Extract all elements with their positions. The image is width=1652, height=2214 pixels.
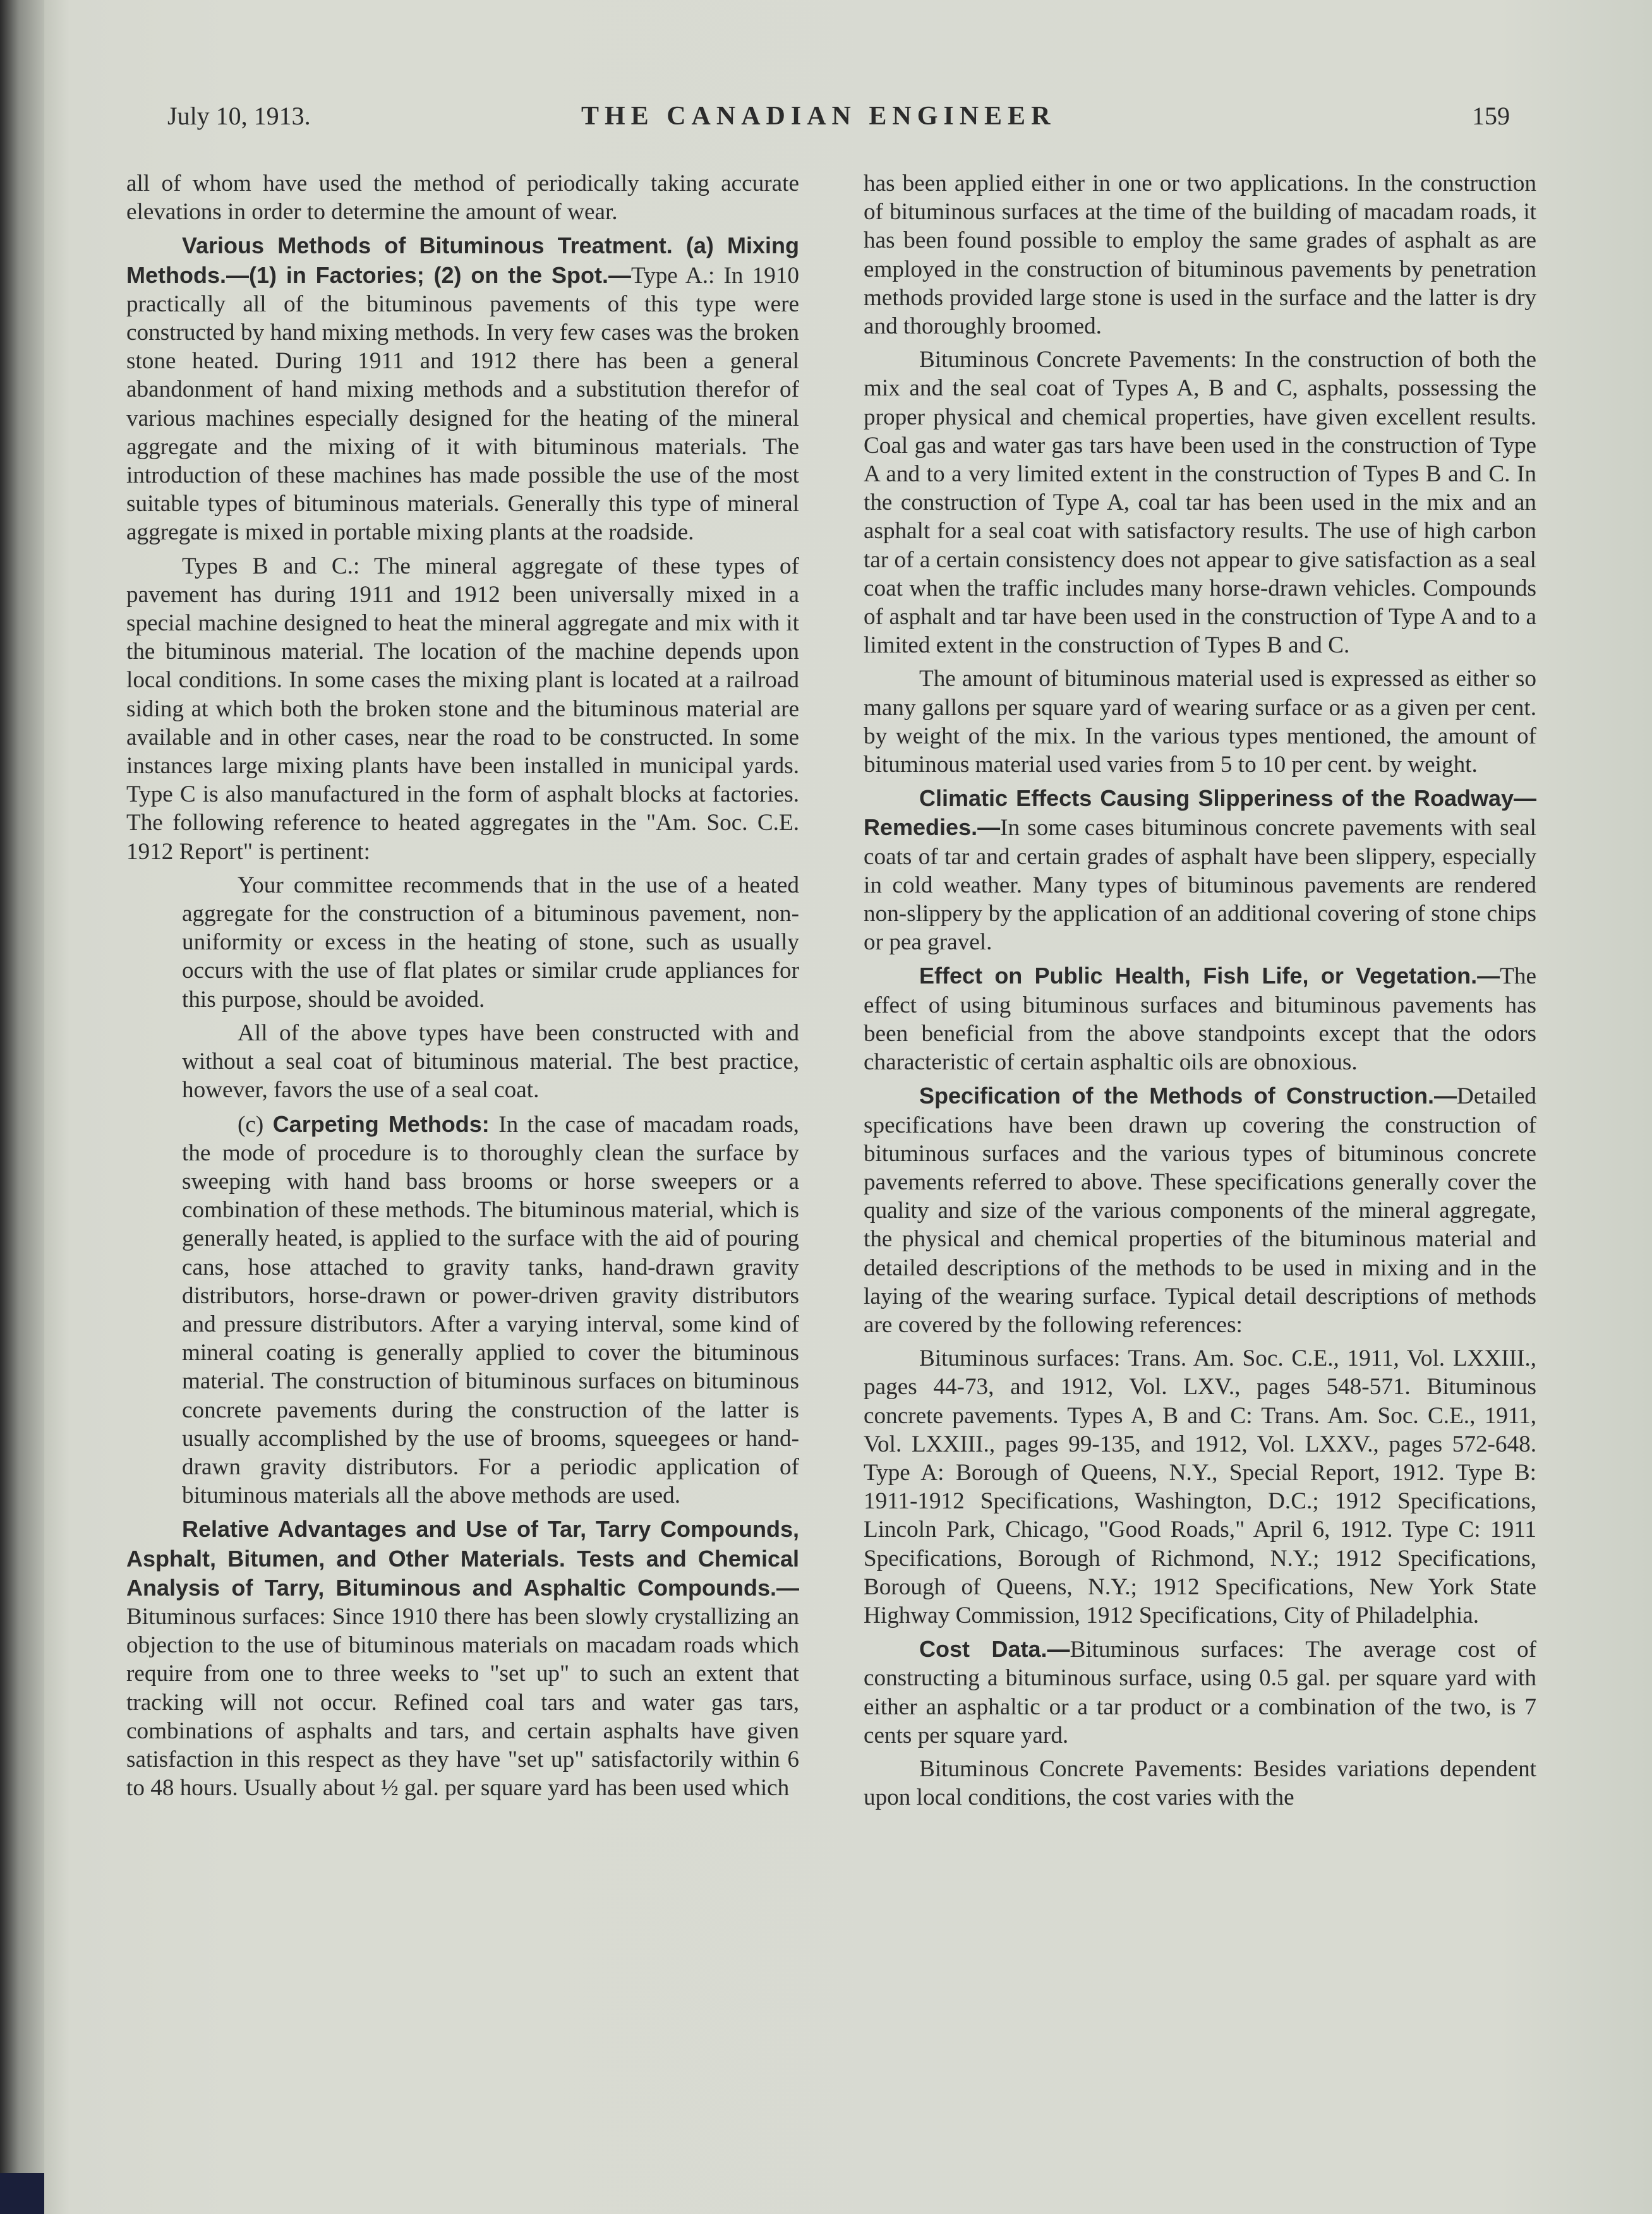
paragraph <box>864 784 1536 956</box>
paragraph: All of the above types have been constructed with and without a seal coat of bituminous material. The best practice, however, favors the use of a seal coat. <box>182 1020 799 1104</box>
paragraph-text: In some cases bituminous concrete pavements with seal coats of tar and certain grades of asphalt have been slippery, especially in cold weather. Many types of bituminous pavements are rendered non-slippery by the application of an additional covering of stone chips or pea gravel. <box>864 815 1536 956</box>
section-heading: Effect on Public Health, Fish Life, or Vegetation.— <box>919 963 1500 989</box>
paragraph: Bituminous Concrete Pavements: In the construction of both the mix and the seal coat of Types A, B and C, asphalts, possessing the proper physical and chemical properties, have given excellent results. Coal gas and water gas tars have been used in the construction of Type A and to a very limited extent in the construction of Types B and C. In the construction of Type A, coal tar has been used in the mix and an asphalt for a seal coat with satisfactory results. The use of high carbon tar of a certain consistency does not appear to give satisfaction as a seal coat when the traffic includes many horse-drawn vehicles. Compounds of asphalt and tar have been used in the construction of Type A and to a limited extent in the construction of Types B and C. <box>864 347 1536 659</box>
section-heading: Cost Data.— <box>919 1636 1070 1663</box>
paragraph <box>864 1635 1536 1750</box>
paragraph-prefix: (c) <box>238 1111 273 1138</box>
section-heading: Relative Advantages and Use of Tar, Tarry Compounds, Asphalt, Bitumen, and Other Materials. Tests and Chemical Analysis of Tarry, Bituminous and Asphaltic Compounds.— <box>126 1516 799 1601</box>
paragraph-text: Type A.: In 1910 practically all of the bituminous pavements of this type were constructed by hand mixing methods. In very few cases was the broken stone heated. During 1911 and 1912 there has been a general abandonment of hand mixing methods and a substitution therefor of various machines especially designed for the heating of the mineral aggregate and the mixing of it with bituminous materials. The introduction of these machines has made possible the use of the most suitable types of bituminous materials. Generally this type of mineral aggregate is mixed in portable mixing plants at the roadside. <box>126 262 799 546</box>
paragraph <box>126 1110 799 1510</box>
journal-title: THE CANADIAN ENGINEER <box>581 102 1056 131</box>
paragraph: Bituminous Concrete Pavements: Besides variations dependent upon local conditions, the cost varies with the <box>864 1755 1536 1811</box>
paragraph <box>864 1081 1536 1339</box>
paragraph: Types B and C.: The mineral aggregate of these types of pavement has during 1911 and 1912 been universally mixed in a special machine designed to heat the mineral aggregate and mix with it the bituminous material. The location of the machine depends upon local conditions. In some cases the mixing plant is located at a railroad siding at which both the broken stone and the bituminous material are available and in other cases, near the road to be constructed. In some instances large mixing plants have been installed in municipal yards. Type C is also manufactured in the form of asphalt blocks at factories. The following reference to heated aggregates in the "Am. Soc. C.E. 1912 Report" is pertinent: <box>126 553 799 865</box>
page-number: 159 <box>1472 102 1510 130</box>
running-header <box>167 101 1510 145</box>
section-heading: Specification of the Methods of Construction.— <box>919 1083 1457 1109</box>
paragraph-text: The effect of using bituminous surfaces and bituminous pavements has been beneficial from the above standpoints except that the odors characteristic of certain asphaltic oils are obnoxious. <box>864 963 1536 1076</box>
paragraph-text: Detailed specifications have been drawn up covering the construction of bituminous surfaces and the various types of bituminous concrete pavements referred to above. These specifications generally cover the quality and size of the various components of the mineral aggregate, the physical and chemical properties of the bituminous material and detailed descriptions of the methods to be used in mixing and in the laying of the wearing surface. Typical detail descriptions of methods are covered by the following references: <box>864 1083 1536 1338</box>
paragraph: all of whom have used the method of periodically taking accurate elevations in order to determine the amount of wear. <box>126 171 799 226</box>
section-heading: Carpeting Methods: <box>272 1110 490 1137</box>
paragraph: The amount of bituminous material used is expressed as either so many gallons per square yard of wearing surface or as a given per cent. by weight of the mix. In the various types mentioned, the amount of bituminous material used varies from 5 to 10 per cent. by weight. <box>864 666 1536 778</box>
paragraph-text: In the case of macadam roads, the mode of procedure is to thoroughly clean the surface by sweeping with hand bass brooms or horse sweepers or a combination of these methods. The bituminous material, which is generally heated, is applied to the surface with the aid of pouring cans, hose attached to gravity tanks, hand-drawn gravity distributors, horse-drawn or power-driven gravity distributors and pressure distributors. After a varying interval, some kind of mineral coating is generally applied to cover the bituminous material. The construction of bituminous surfaces on bituminous concrete pavements during the construction of the latter is usually accomplished by the use of brooms, squeegees or hand-drawn gravity distributors. For a periodic application of bituminous materials all the above methods are used. <box>182 1111 799 1509</box>
paragraph <box>126 231 799 546</box>
section-heading: Climatic Effects Causing Slipperiness of the Roadway—Remedies.— <box>864 785 1536 841</box>
paragraph <box>864 961 1536 1076</box>
right-column <box>864 169 1536 1817</box>
page-binding-shadow <box>0 0 44 2214</box>
left-column <box>126 169 799 1807</box>
paragraph: has been applied either in one or two applications. In the construction of bituminous surfaces at the time of the building of macadam roads, it has been found possible to employ the same grades of asphalt as are employed in the construction of bituminous pavements by penetration methods provided large stone is used in the surface and the latter is dry and thoroughly broomed. <box>864 171 1536 340</box>
paragraph-text: Bituminous surfaces: The average cost of constructing a bituminous surface, using 0.5 gal. per square yard with either an asphaltic or a tar product or a combination of the two, is 7 cents per square yard. <box>864 1637 1537 1748</box>
binding-corner <box>0 2173 44 2214</box>
paragraph: Bituminous surfaces: Trans. Am. Soc. C.E., 1911, Vol. LXXIII., pages 44-73, and 1912, Vol. LXV., pages 548-571. Bituminous concrete pavements. Types A, B and C: Trans. Am. Soc. C.E., 1911, Vol. LXXIII., pages 99-135, and 1912, Vol. LXXV., pages 572-648. Type A: Borough of Queens, N.Y., Special Report, 1912. Type B: 1911-1912 Specifications, Washington, D.C.; 1912 Specifications, Lincoln Park, Chicago, "Good Roads," April 6, 1912. Type C: 1911 Specifications, Borough of Richmond, N.Y.; 1912 Specifications, Borough of Queens, N.Y.; 1912 Specifications, New York State Highway Commission, 1912 Specifications, City of Philadelphia. <box>864 1345 1536 1628</box>
section-heading: Various Methods of Bituminous Treatment. (a) Mixing Methods.—(1) in Factories; (2) on the Spot.— <box>126 232 799 288</box>
block-quote: Your committee recommends that in the use of a heated aggregate for the construction of a bituminous pavement, non-uniformity or excess in the heating of stone, such as usually occurs with the use of flat plates or similar crude appliances for this purpose, should be avoided. <box>182 872 799 1013</box>
paragraph-text: Bituminous surfaces: Since 1910 there has been slowly crystallizing an objection to the use of bituminous materials on macadam roads which require from one to three weeks to "set up" to such an extent that tracking will not occur. Refined coal tars and water gas tars, combinations of asphalts and tars, and certain asphalts have given satisfaction in this respect as they have "set up" satisfactorily within 6 to 48 hours. Usually about ½ gal. per square yard has been used which <box>126 1603 799 1802</box>
paragraph <box>126 1515 799 1802</box>
header-date: July 10, 1913. <box>167 102 311 130</box>
